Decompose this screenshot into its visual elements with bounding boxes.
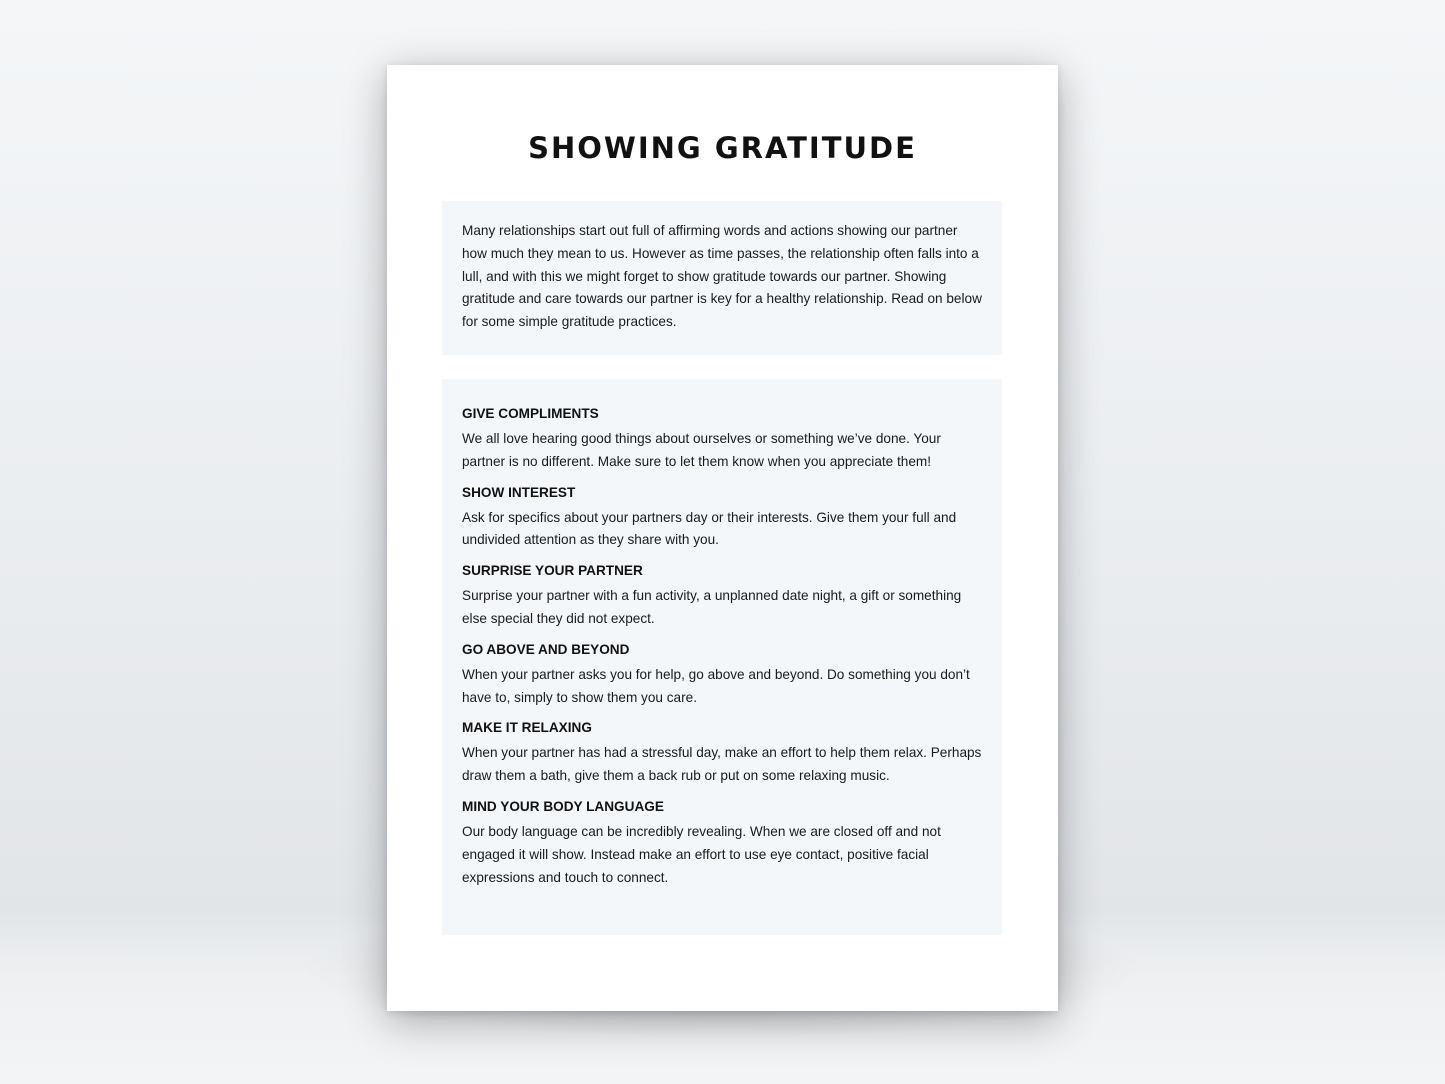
tip-body: Ask for specifics about your partners day or their interests. Give them your full and undivided attention as they share with you. — [462, 509, 957, 548]
tip-body: Surprise your partner with a fun activity, a unplanned date night, a gift or something else special they did not expect. — [462, 588, 962, 626]
tip-heading: SHOW INTEREST — [462, 484, 576, 500]
tip-make-it-relaxing — [462, 719, 982, 788]
intro-box — [442, 201, 1002, 355]
tip-body: When your partner has had a stressful day, make an effort to help them relax. Perhaps draw them a bath, give them a back rub or put on some relaxing music. — [462, 745, 982, 784]
tip-show-interest — [462, 484, 982, 553]
intro-text: Many relationships start out full of affirming words and actions showing our partner how much they mean to us. However as time passes, the relationship often falls into a lull, and with this we might forget to show gratitude towards our partner. Showing gratitude and care towards our partner is key for a healthy relationship. Read on below for some simple gratitude practices. — [462, 223, 982, 330]
tips-box — [442, 379, 1002, 935]
tip-go-above-and-beyond — [462, 641, 982, 710]
tip-give-compliments — [462, 405, 982, 474]
document-page — [387, 65, 1058, 1011]
tip-body: Our body language can be incredibly revealing. When we are closed off and not engaged it will show. Instead make an effort to use eye contact, positive facial expressions and touch to connect. — [462, 823, 941, 885]
tip-mind-your-body-language — [462, 798, 982, 889]
tip-heading: MIND YOUR BODY LANGUAGE — [462, 798, 664, 814]
tip-heading: SURPRISE YOUR PARTNER — [462, 563, 643, 579]
tip-heading: GIVE COMPLIMENTS — [462, 406, 599, 421]
tip-body: We all love hearing good things about ourselves or something we’ve done. Your partner is no different. Make sure to let them know when you appreciate them! — [462, 431, 941, 469]
tip-heading: MAKE IT RELAXING — [462, 720, 592, 736]
page-title: SHOWING GRATITUDE — [528, 131, 917, 165]
tip-surprise-your-partner — [462, 562, 982, 631]
tip-heading: GO ABOVE AND BEYOND — [462, 641, 630, 657]
tip-body: When your partner asks you for help, go above and beyond. Do something you don’t have to, simply to show them you care. — [462, 666, 970, 705]
